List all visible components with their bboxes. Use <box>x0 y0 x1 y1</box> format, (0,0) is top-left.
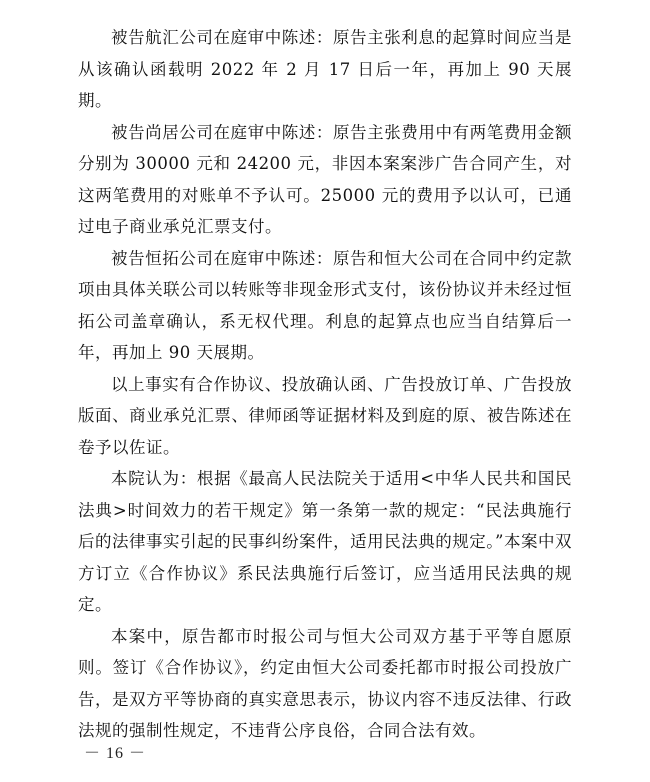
paragraph-hangui-statement: 被告航汇公司在庭审中陈述：原告主张利息的起算时间应当是从该确认函载明 2022 年 2 月 17 日后一年，再加上 90 天展期。 <box>78 28 572 110</box>
paragraph-contract-validity: 本案中，原告都市时报公司与恒大公司双方基于平等自愿原则。签订《合作协议》，约定由恒大公司委托都市时报公司投放广告，是双方平等协商的真实意思表示，协议内容不违反法律、行政法规的强制性规定，不违背公序良俗，合同合法有效。 <box>78 626 572 740</box>
paragraph-evidence: 以上事实有合作协议、投放确认函、广告投放订单、广告投放版面、商业承兑汇票、律师函等证据材料及到庭的原、被告陈述在卷予以佐证。 <box>78 374 572 457</box>
paragraph-shangju-statement: 被告尚居公司在庭审中陈述：原告主张费用中有两笔费用金额分别为 30000 元和 24200 元，非因本案案涉广告合同产生，对这两笔费用的对账单不予认可。25000 元的费用予以认可，已通过电子商业承兑汇票支付。 <box>78 122 572 236</box>
paragraph-court-opinion: 本院认为：根据《最高人民法院关于适用<中华人民共和国民法典>时间效力的若干规定》第一条第一款的规定：“民法典施行后的法律事实引起的民事纠纷案件，适用民法典的规定。”本案中双方订立《合作协议》系民法典施行后签订，应当适用民法典的规定。 <box>78 469 572 614</box>
page-number: － 16 － <box>84 745 147 762</box>
document-body <box>78 22 572 747</box>
paragraph-hengtuo-statement: 被告恒拓公司在庭审中陈述：原告和恒大公司在合同中约定款项由具体关联公司以转账等非现金形式支付，该份协议并未经过恒拓公司盖章确认，系无权代理。利息的起算点也应当自结算后一年，再加上 90 天展期。 <box>78 248 572 362</box>
